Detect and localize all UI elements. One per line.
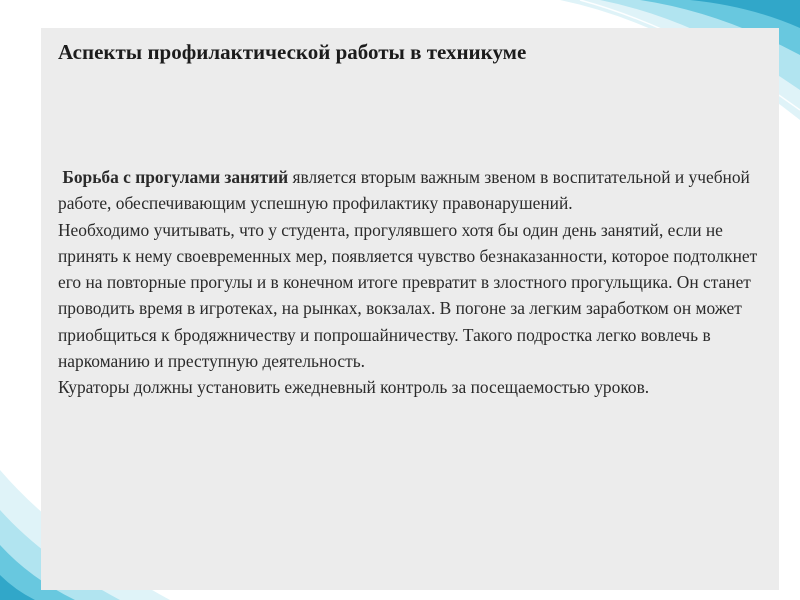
slide-body	[58, 164, 758, 401]
paragraph-1-text: является вторым важным звеном в воспитательной и учебной работе, обеспечивающим успешную профилактику правонарушений.	[58, 167, 750, 214]
slide-title: Аспекты профилактической работы в техникуме	[58, 40, 527, 64]
paragraph-1-lead: Борьба с прогулами занятий	[62, 167, 289, 187]
paragraph-3: Кураторы должны установить ежедневный контроль за посещаемостью уроков.	[58, 377, 650, 398]
paragraph-1	[58, 164, 758, 217]
paragraph-2: Необходимо учитывать, что у студента, прогулявшего хотя бы один день занятий, если не принять к нему своевременных мер, появляется чувство безнаказанности, которое подтолкнет его на повторные прогулы и в конечном итоге превратит в злостного прогульщика. Он станет проводить время в игротеках, на рынках, вокзалах. В погоне за легким заработком он может приобщиться к бродяжничеству и попрошайничеству. Такого подростка легко вовлечь в наркоманию и преступную деятельность.	[58, 219, 758, 372]
